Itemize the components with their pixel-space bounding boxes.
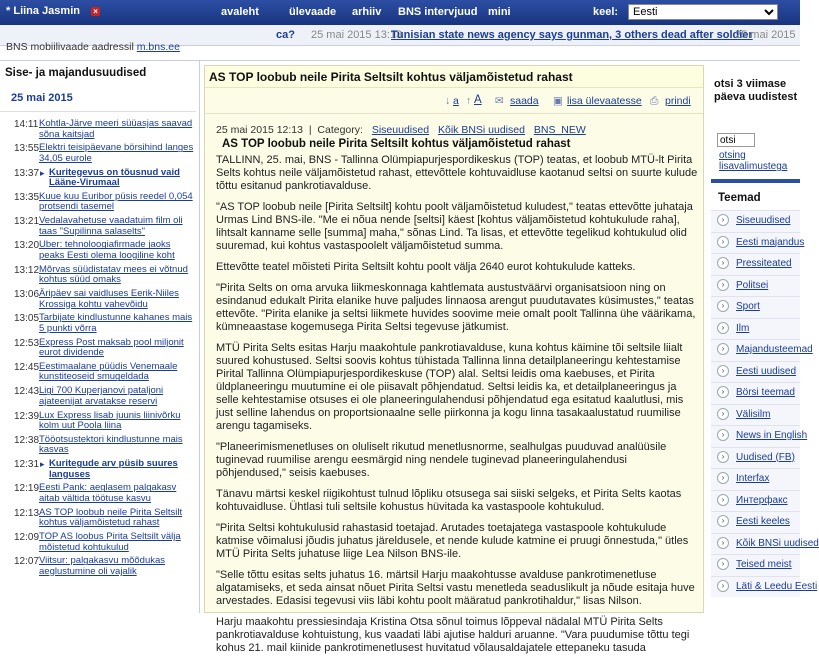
topic-link[interactable]: Eesti keeles <box>736 516 790 527</box>
topic-arrow-icon: › <box>717 494 729 506</box>
category-link[interactable]: Siseuudised <box>371 124 430 136</box>
mobile-link[interactable]: m.bns.ee <box>136 41 180 53</box>
topic-link[interactable]: Interfax <box>736 473 770 484</box>
news-time: 12:07 <box>14 556 40 568</box>
news-headline[interactable]: Mõrvas süüdistatav mees ei võtnud kohtus süüd omaks <box>39 263 188 286</box>
topic-item[interactable] <box>711 490 800 512</box>
bold-marker-icon: ▸ <box>40 459 45 470</box>
news-headline[interactable]: Tarbijate kindlustunne kahanes mais 5 punkti võrra <box>39 312 193 334</box>
article-title: AS TOP loobub neile Pirita Seltsilt kohtus väljamõistetud rahast <box>222 138 571 150</box>
sidebar-divider <box>0 111 196 112</box>
topic-item[interactable] <box>711 468 800 490</box>
mobile-notice <box>6 41 180 53</box>
topic-link[interactable]: Kõik BNSi uudised <box>736 537 819 549</box>
search-box-title: otsi 3 viimase päeva uudistest <box>714 78 798 103</box>
news-time: 13:35 <box>14 191 40 203</box>
user-star-icon: * <box>6 5 11 17</box>
news-time: 12:19 <box>14 483 40 495</box>
topic-link[interactable]: Teised meist <box>736 559 792 570</box>
topic-arrow-icon: › <box>717 537 729 549</box>
news-list-item[interactable] <box>0 483 198 507</box>
news-headline[interactable]: Express Post maksab pool miljonit eurot dividende <box>39 336 184 359</box>
article-paragraph: "Pirita Seltsi kohtukulusid rahastasid toetajad. Arutades toetajatega vastaspoole kohtukulude katmise võimalusi jõudis juhatus järeldusele, et nende kulude katmine ei pruugi õnnestuda," ütles MTÜ Pirita Selts juhatuse liige Lea Nilson BNS-ile. <box>216 522 689 560</box>
topic-item[interactable] <box>711 232 805 254</box>
topic-arrow-icon: › <box>717 472 729 484</box>
nav-bns-intervjuud[interactable]: BNS intervjuud <box>398 6 478 18</box>
news-headline[interactable]: Tööotsustektori kindlustunne mais kasvas <box>39 433 183 456</box>
topic-item[interactable] <box>711 533 819 555</box>
language-label: keel: <box>593 6 619 18</box>
nav-mini[interactable]: mini <box>488 6 511 18</box>
news-headline[interactable]: Uber: tehnoloogiafirmade jaoks peaks Eesti olema loogiline koht <box>39 239 175 261</box>
topic-arrow-icon: › <box>717 343 729 355</box>
user-name[interactable] <box>6 5 100 17</box>
topic-arrow-icon: › <box>717 300 729 312</box>
news-list-item[interactable] <box>0 411 198 435</box>
news-time: 12:09 <box>14 532 40 544</box>
news-headline[interactable]: AS TOP loobub neile Pirita Seltsilt kohtus väljamõistetud rahast <box>39 506 183 529</box>
news-list-item[interactable] <box>0 508 198 532</box>
topic-link[interactable]: Börsi teemad <box>736 387 795 398</box>
news-time: 13:55 <box>14 143 40 155</box>
topic-item[interactable] <box>711 425 808 447</box>
topic-link[interactable]: Интерфакс <box>736 494 788 506</box>
topic-item[interactable] <box>711 554 800 576</box>
topic-link[interactable]: Eesti uudised <box>736 365 797 377</box>
topic-arrow-icon: › <box>717 386 729 398</box>
bold-marker-icon: ▸ <box>40 167 45 178</box>
send-button[interactable]: saada <box>510 95 539 107</box>
ticker-headline[interactable]: Tunisian state news agency says gunman, 3 others dead after soldier <box>391 29 753 41</box>
sidebar-title: Sise- ja majandusuudised <box>5 67 147 79</box>
topic-item[interactable] <box>711 361 800 383</box>
news-time: 12:38 <box>14 434 40 446</box>
news-list-item[interactable] <box>0 119 198 143</box>
topic-link[interactable]: Läti & Leedu Eesti <box>736 580 818 592</box>
news-headline[interactable]: Viitsur: palgakasvu mõõdukas aeglustumine oli vajalik <box>39 555 166 577</box>
topic-link[interactable]: Ilm <box>736 322 750 334</box>
news-list-item[interactable] <box>0 338 198 362</box>
add-overview-icon[interactable]: ▣ <box>553 95 563 107</box>
news-headline[interactable]: TOP AS loobus Pirita Seltsilt välja mõistetud kohtukulud <box>39 531 181 553</box>
news-list-item[interactable] <box>0 240 198 264</box>
article-paragraph: "Planeerimismenetluses on oluliselt rikutud menetlusnorme, sealhulgas puuduvad analüüsile tuginevad ruumilise arengu eesmärgid ning nendele tuginevad planeeringulahendusi põhjendused," seisis kaebuses. <box>216 441 667 479</box>
print-icon[interactable]: ⎙ <box>650 95 659 107</box>
news-time: 14:11 <box>14 119 39 130</box>
article-header-title: AS TOP loobub neile Pirita Seltsilt kohtus väljamõistetud rahast <box>209 70 573 84</box>
news-time: 12:53 <box>14 337 40 349</box>
article-paragraph: Harju maakohtu pressiesindaja Kristina Otsa sõnul toimus lõppeval nädalal MTÜ Pirita Selts pankrotiavalduse kohtuistung, kus vaadati läbi ajutise halduri aruanne. "Vara puudumise tõttu tegi kohus 21. mail kiinide pankrotimenetlusest huvitatud võlausaldajatele ettepaneku tasuda <box>216 616 690 654</box>
news-list-item[interactable] <box>0 386 198 410</box>
news-list-item[interactable] <box>0 289 198 313</box>
add-overview-button[interactable]: lisa ülevaatesse <box>567 95 642 107</box>
news-time: 12:45 <box>14 361 40 373</box>
advanced-search-link[interactable]: otsing lisavalimustega <box>719 150 788 172</box>
article-paragraph: Ettevõtte teatel mõisteti Pirita Seltsilt kohtu poolt välja 2640 eurot kohtukulude katteks. <box>216 261 636 273</box>
news-time: 13:21 <box>14 216 40 228</box>
nav-ulevaade[interactable]: ülevaade <box>289 6 337 18</box>
news-list-item[interactable] <box>0 435 198 459</box>
topic-link[interactable]: Majandusteemad <box>736 344 813 355</box>
article-meta: 25 mai 2015 12:13 | Category: Siseuudised Kõik BNSi uudised BNS_NEW <box>216 124 586 136</box>
ticker-time: 25 mai 2015 13:13 <box>311 29 403 41</box>
topics-title: Teemad <box>718 192 761 204</box>
news-list-item[interactable] <box>0 362 198 386</box>
news-time: 13:12 <box>14 264 40 276</box>
topic-link[interactable]: Välisilm <box>736 408 771 420</box>
news-list-item[interactable] <box>0 459 198 483</box>
font-increase-icon[interactable]: ↑ <box>466 95 472 107</box>
article-paragraph: Tänavu märtsi keskel riigikohtust tulnud lõpliku otsusega sai siiski selgeks, et Pirita Selts kaotas kohtuvaidluse. Ühtlasi tuli seltsile kohustus hüvitada ka vastaspoole kohtukulud. <box>216 488 682 513</box>
topic-arrow-icon: › <box>717 429 729 441</box>
news-sidebar <box>0 61 200 613</box>
news-list-item[interactable] <box>0 168 198 192</box>
news-list-item[interactable] <box>0 216 198 240</box>
news-headline[interactable]: Kuritegude arv püsib suures languses <box>49 458 178 480</box>
news-list <box>0 119 198 581</box>
topic-item[interactable] <box>711 210 800 232</box>
topic-link[interactable]: Uudised (FB) <box>736 451 795 463</box>
topic-arrow-icon: › <box>717 322 729 334</box>
print-button[interactable]: prindi <box>665 95 691 107</box>
topic-link[interactable]: Politsei <box>736 279 769 291</box>
font-decrease-icon[interactable]: ↓ <box>445 95 451 107</box>
topic-arrow-icon: › <box>717 515 729 527</box>
mobile-text: BNS mobiilivaade aadressil <box>6 41 134 53</box>
topic-arrow-icon: › <box>717 279 729 291</box>
logout-close-icon[interactable]: × <box>91 7 100 16</box>
news-headline[interactable]: Elektri teisipäevane börsihind langes 34,05 eurole <box>39 142 194 164</box>
topic-arrow-icon: › <box>717 408 729 420</box>
sidebar-date: 25 mai 2015 <box>11 92 73 104</box>
news-headline[interactable]: Vedalavahetuse vaadatuim film oli taas "Supilinna salaselts" <box>39 215 183 237</box>
topic-arrow-icon: › <box>717 451 729 463</box>
user-label[interactable]: Liina Jasmin <box>13 5 80 17</box>
news-headline[interactable]: Kuue kuu Euribor püsis reedel 0,054 protsendi tasemel <box>39 190 193 213</box>
news-list-item[interactable] <box>0 313 198 337</box>
topic-link[interactable]: Pressiteated <box>736 258 792 269</box>
nav-avaleht[interactable]: avaleht <box>221 6 259 18</box>
news-time: 13:05 <box>14 313 40 325</box>
news-headline[interactable]: Kuritegevus on tõusnud vaid Lääne-Virumaal <box>49 166 180 189</box>
topic-link[interactable]: Eesti majandus <box>736 236 805 248</box>
category-link[interactable]: Kõik BNSi uudised <box>437 124 525 136</box>
news-list-item[interactable] <box>0 143 198 167</box>
news-list-item[interactable] <box>0 556 198 580</box>
article-datetime: 25 mai 2015 12:13 <box>216 124 303 136</box>
article-paragraph: "Pirita Selts on oma arvuka liikmeskonnaga kahtlemata austustväärvi organisatsioon ning on esindanud edukalt Pirita elanike huve paljudes linnaosa arengut puudutavates küsimustes," teatas ettevõte. "Pirita elanike ja seltsi liikmete huvides soovime meie omalt poolt Tallinna ühe väärikama, kümneaastase kogemusega Pirita Seltsi tegevuse jätkumist. <box>216 282 696 333</box>
topic-link[interactable]: Siseuudised <box>736 215 791 226</box>
category-label: Category: <box>317 124 363 136</box>
topics-list <box>711 210 819 597</box>
topic-item[interactable] <box>711 339 813 361</box>
news-headline[interactable]: Äripäev sai vaidluses Eerik-Niiles Krossiga kohtu vahevõidu <box>39 288 179 310</box>
topic-item[interactable] <box>711 576 818 598</box>
article-panel <box>204 65 704 654</box>
news-headline[interactable]: Kohtla-Järve meeri süüasjas saavad sõna kaitsjad <box>39 118 193 140</box>
topic-item[interactable] <box>711 318 800 340</box>
teemad-divider <box>711 179 800 183</box>
topic-arrow-icon: › <box>717 257 729 269</box>
news-list-item[interactable] <box>0 192 198 216</box>
ticker-prev-fragment[interactable]: ca? <box>276 29 295 41</box>
news-time: 13:20 <box>14 240 40 252</box>
top-bar <box>0 0 800 25</box>
news-headline[interactable]: Ligi 700 Kuperjanovi pataljoni ajateenijat arvatakse reservi <box>39 385 164 407</box>
ticker-time-next: 25 mai 2015 <box>735 29 796 41</box>
news-headline[interactable]: Eestimaalane püüdis Venemaale kunstiteoseid smugeldada <box>39 360 178 383</box>
news-time: 13:06 <box>14 289 40 301</box>
topic-link[interactable]: Sport <box>736 301 760 312</box>
news-headline[interactable]: Eesti Pank: aeglasem palgakasv aitab vältida töötuse kasvu <box>39 482 177 504</box>
news-headline[interactable]: Lux Express lisab juunis liinivõrku kolm uut Poola liina <box>39 409 181 432</box>
article-toolbar <box>205 93 703 109</box>
toolbar-divider <box>205 113 703 114</box>
topic-arrow-icon: › <box>717 558 729 570</box>
news-time: 12:43 <box>14 386 40 398</box>
news-time: 13:37 <box>14 167 40 179</box>
article-header <box>205 66 703 88</box>
search-input[interactable] <box>717 133 755 147</box>
topic-arrow-icon: › <box>717 236 729 248</box>
article-paragraph: TALLINN, 25. mai, BNS - Tallinna Olümpiapurjespordikeskus (TOP) teatas, et loobub MTÜ-lt Pirita Selts kohtus neile väljamõistetud rahast, ettevõttele kohtuvaidluse kaotanud seltsi on suurte kulude tõttu esitanud pankrotiavalduse. <box>216 154 698 192</box>
topic-item[interactable] <box>711 404 800 426</box>
news-time: 12:31 <box>14 459 40 471</box>
news-time: 12:13 <box>14 507 40 519</box>
topic-item[interactable] <box>711 382 800 404</box>
send-mail-icon[interactable]: ✉ <box>495 95 504 107</box>
topic-item[interactable] <box>711 447 800 469</box>
topic-arrow-icon: › <box>717 580 729 592</box>
news-time: 12:39 <box>14 410 40 422</box>
font-decrease-button[interactable]: a <box>453 95 459 107</box>
topic-item[interactable] <box>711 296 800 318</box>
topic-link[interactable]: News in English <box>736 430 808 441</box>
right-sidebar <box>711 61 819 613</box>
article-paragraph: MTÜ Pirita Selts esitas Harju maakohtule pankrotiavalduse, kuna kohtus käimine tõi seltsile liialt suured kohustused. Seltsi soovis kohtus tühistada Tallinna linna detailplaneeringu kehtestamise Pirital Tallinna Olümpiapurjespordikeskuse (TOP) alal. Seltsi leidis oma kaebuses, et Pirita üldplaneeringu muutumine ei ole piisavalt põhjendatud. Seltsi leidis ka, et detailplaneeringus ja selle kehtestamise otsuses ei ole planeeringulahendusi põhjendatud ega esitatud kaalutlusi, mis just selline lahendus on proportsionaalne selle piirkonna ja kogu linna tasakaalustatud ruumilise arengu tagamiseks. <box>216 342 684 432</box>
topic-item[interactable] <box>711 275 800 297</box>
nav-arhiiv[interactable]: arhiiv <box>352 6 382 18</box>
topic-item[interactable] <box>711 253 800 275</box>
topic-arrow-icon: › <box>717 214 729 226</box>
news-list-item[interactable] <box>0 532 198 556</box>
language-select[interactable] <box>628 4 778 20</box>
article-body <box>216 154 698 663</box>
article-paragraph: "Selle tõttu esitas selts juhatus 16. märtsil Harju maakohtusse avalduse pankrotimenetluse algatamiseks, et seda ainsat nõuet Pirita Seltsi vastu menetleda seaduslikult ja nõude esitaja huve arvestades. Edasisi tegevusi viis läbi kohtu poolt määratud pankrotihaldur," lisas Nilson. <box>216 569 695 607</box>
news-list-item[interactable] <box>0 265 198 289</box>
topic-arrow-icon: › <box>717 365 729 377</box>
category-link[interactable]: BNS_NEW <box>533 124 586 136</box>
font-increase-button[interactable]: A <box>474 94 482 106</box>
topic-item[interactable] <box>711 511 800 533</box>
article-paragraph: "AS TOP loobub neile [Pirita Seltsilt] kohtu poolt väljamõistetud kuludest," teatas ettevõtte juhataja Urmas Lind BNS-ile. "Me ei nõua nende [seltsi] käest [kohtus väljamõistetud kohtukulude raha], lihtsalt kanname selle [summa] maha," sõnas Lind. Ta lisas, et ettevõtte tegelikud kohtukulud olid suuremad, kui kohtus vastaspoolelt väljamõistetud summa. <box>216 201 693 252</box>
